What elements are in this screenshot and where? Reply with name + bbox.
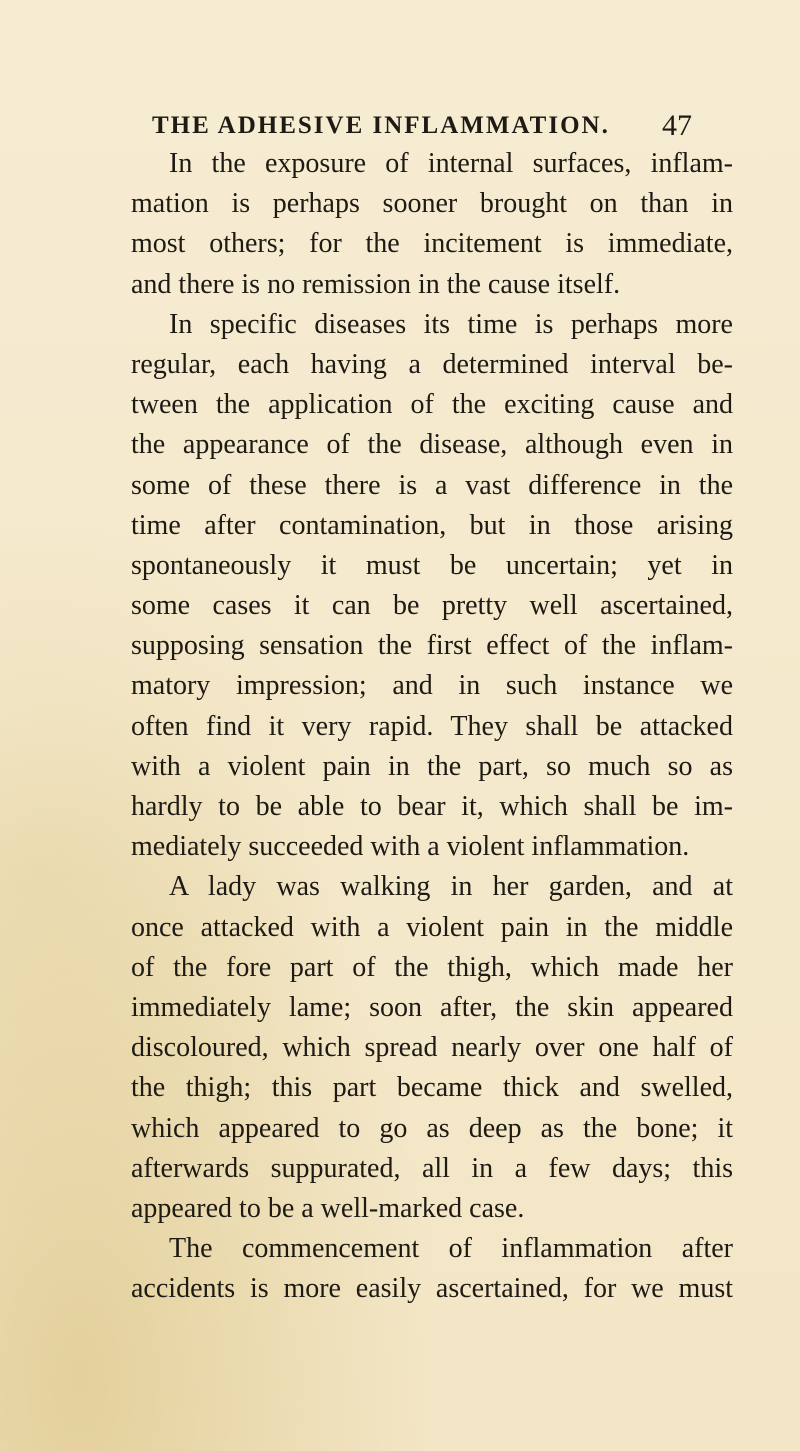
text-line: A lady was walking in her garden, and at — [169, 871, 733, 903]
text-line: the thigh; this part became thick and swelled, — [131, 1072, 733, 1104]
text-line: mation is perhaps sooner brought on than in — [131, 188, 733, 220]
text-line: accidents is more easily ascertained, for we must — [131, 1273, 733, 1305]
text-line: most others; for the incitement is immediate, — [131, 228, 733, 260]
body-text — [131, 144, 733, 1309]
page-header — [152, 108, 692, 144]
text-line: some cases it can be pretty well ascertained, — [131, 590, 733, 622]
text-line: with a violent pain in the part, so much so as — [131, 750, 733, 782]
text-line: The commencement of inflammation after — [169, 1233, 733, 1265]
text-line: spontaneously it must be uncertain; yet in — [131, 549, 733, 581]
running-title: THE ADHESIVE INFLAMMATION. — [152, 112, 610, 139]
text-line: often find it very rapid. They shall be attacked — [131, 710, 733, 742]
text-line: and there is no remission in the cause itself. — [131, 268, 621, 300]
text-line: which appeared to go as deep as the bone; it — [131, 1112, 733, 1144]
text-line: In specific diseases its time is perhaps more — [169, 308, 733, 340]
text-line: immediately lame; soon after, the skin appeared — [131, 991, 733, 1023]
text-line: discoloured, which spread nearly over one half of — [131, 1032, 733, 1064]
text-line: hardly to be able to bear it, which shall be im- — [131, 791, 733, 822]
text-line: In the exposure of internal surfaces, inflam- — [169, 148, 733, 179]
text-line: the appearance of the disease, although even in — [131, 429, 733, 461]
page-number: 47 — [662, 109, 692, 142]
text-line: matory impression; and in such instance we — [131, 670, 733, 702]
text-line: appeared to be a well-marked case. — [131, 1192, 525, 1224]
text-line: supposing sensation the first effect of the inflam- — [131, 630, 733, 662]
text-line: afterwards suppurated, all in a few days; this — [131, 1152, 733, 1184]
text-line: of the fore part of the thigh, which made her — [131, 951, 733, 983]
text-line: time after contamination, but in those arising — [131, 509, 733, 541]
text-line: once attacked with a violent pain in the middle — [131, 911, 733, 943]
text-line: mediately succeeded with a violent inflammation. — [131, 831, 690, 863]
text-line: some of these there is a vast difference in the — [131, 469, 733, 501]
text-line: tween the application of the exciting cause and — [131, 389, 733, 421]
text-line: regular, each having a determined interval be- — [131, 348, 733, 380]
